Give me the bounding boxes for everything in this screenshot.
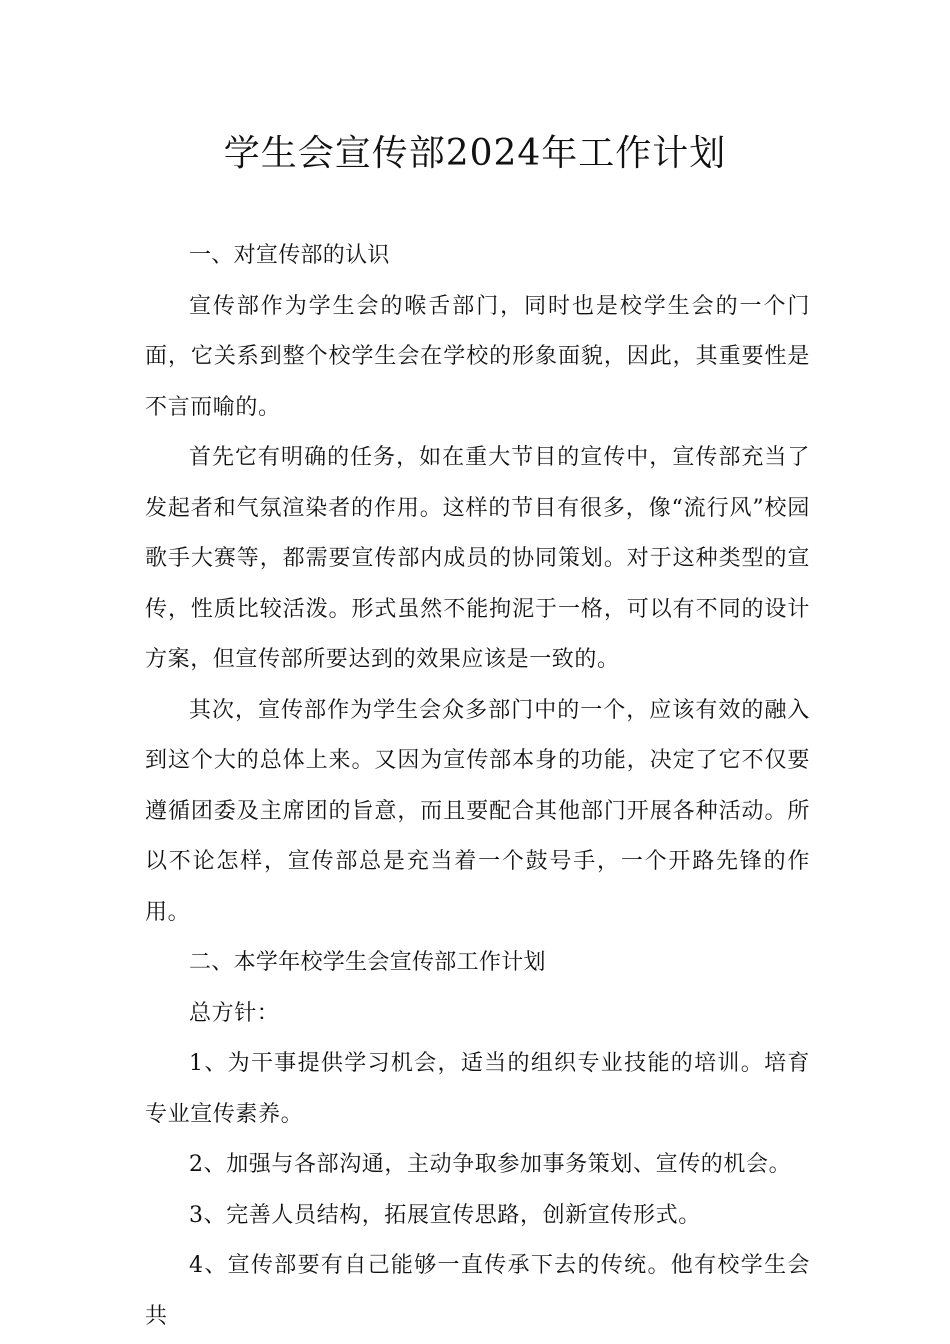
document-title: 学生会宣传部2024年工作计划 [223, 133, 727, 174]
paragraph: 其次，宣传部作为学生会众多部门中的一个，应该有效的融入到这个大的总体上来。又因为宣传部本身的功能，决定了它不仅要遵循团委及主席团的旨意，而且要配合其他部门开展各种活动。所以不论怎样，宣传部总是充当着一个鼓号手，一个开路先锋的作用。 [145, 697, 810, 925]
list-item: 3、完善人员结构，拓展宣传思路，创新宣传形式。 [189, 1202, 701, 1228]
paragraph: 首先它有明确的任务，如在重大节目的宣传中，宣传部充当了发起者和气氛渲染者的作用。这样的节目有很多，像“流行风”校园歌手大赛等，都需要宣传部内成员的协同策划。对于这种类型的宣传，性质比较活泼。形式虽然不能拘泥于一格，可以有不同的设计方案，但宣传部所要达到的效果应该是一致的。 [145, 445, 810, 672]
list-item: 4、宣传部要有自己能够一直传承下去的传统。他有校学生会共 [145, 1253, 810, 1329]
list-item: 1、为干事提供学习机会，适当的组织专业技能的培训。培育专业宣传素养。 [145, 1051, 810, 1127]
section-heading-2: 二、本学年校学生会宣传部工作计划 [189, 950, 546, 975]
list-item: 2、加强与各部沟通，主动争取参加事务策划、宣传的机会。 [189, 1152, 792, 1177]
paragraph: 总方针： [189, 1000, 280, 1026]
section-heading-1: 一、对宣传部的认识 [189, 243, 390, 268]
paragraph: 宣传部作为学生会的喉舌部门，同时也是校学生会的一个门面，它关系到整个校学生会在学校的形象面貌，因此，其重要性是不言而喻的。 [145, 293, 810, 420]
document-body [145, 231, 810, 1342]
